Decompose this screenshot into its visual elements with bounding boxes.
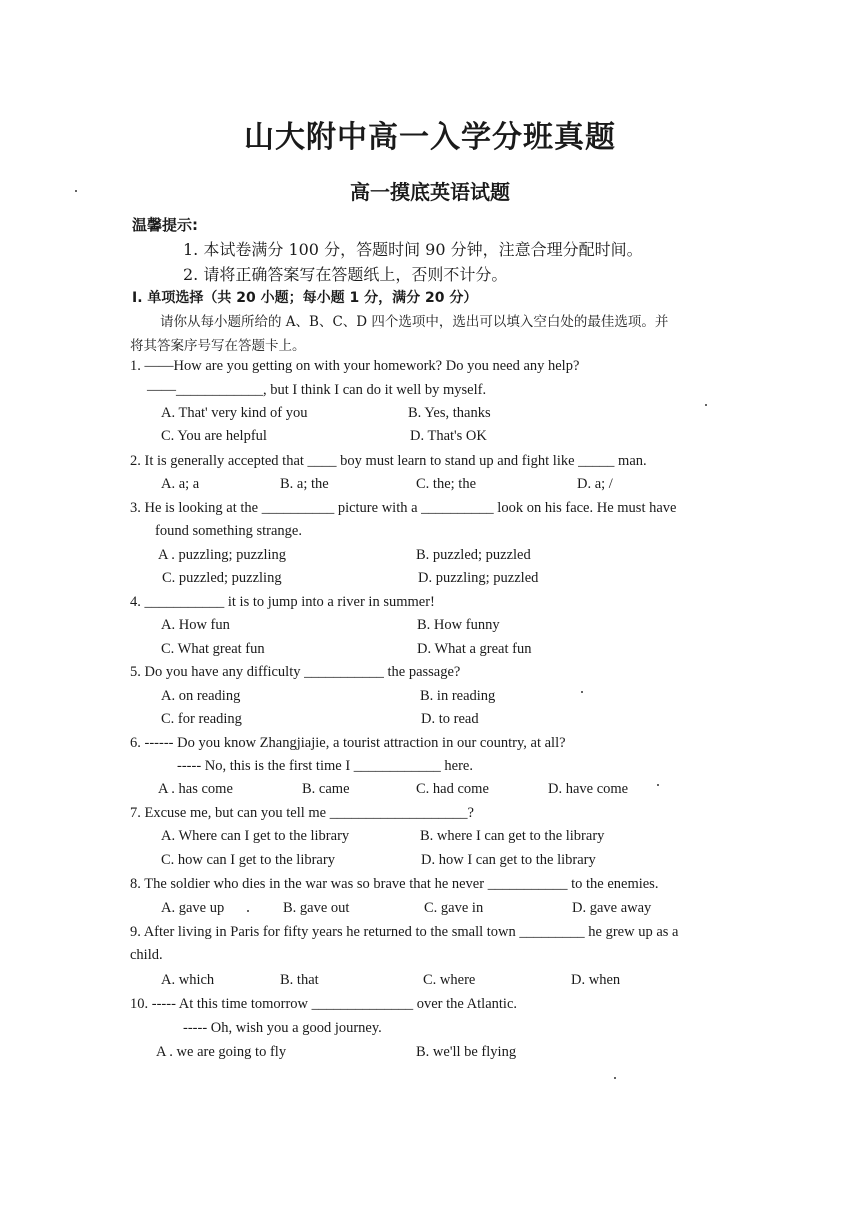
question-5-option-c: C. for reading: [161, 711, 242, 727]
question-3-option-c: C. puzzled; puzzling: [162, 570, 282, 586]
question-7-stem: 7. Excuse me, but can you tell me ___________________?: [130, 805, 474, 821]
question-7-option-c: C. how can I get to the library: [161, 852, 335, 868]
question-6-option-c: C. had come: [416, 781, 489, 797]
question-7-option-d: D. how I can get to the library: [421, 852, 596, 868]
scan-speck: [75, 190, 77, 192]
section-instruction: 将其答案序号写在答题卡上。: [130, 338, 306, 354]
question-5-stem: 5. Do you have any difficulty ___________ the passage?: [130, 664, 461, 680]
question-4-option-c: C. What great fun: [161, 641, 265, 657]
question-8-option-d: D. gave away: [572, 900, 652, 916]
scan-speck: [614, 1077, 616, 1079]
question-10-stem: ----- Oh, wish you a good journey.: [183, 1020, 382, 1036]
question-2-option-b: B. a; the: [280, 476, 329, 492]
question-9-stem: 9. After living in Paris for fifty years he returned to the small town _________ he grew up as a: [130, 924, 679, 940]
question-8-option-c: C. gave in: [424, 900, 484, 916]
question-3-option-d: D. puzzling; puzzled: [418, 570, 539, 586]
question-6-option-b: B. came: [302, 781, 350, 797]
question-1-option-b: B. Yes, thanks: [408, 405, 491, 421]
scan-speck: [657, 784, 659, 786]
question-5-option-b: B. in reading: [420, 688, 496, 704]
question-10-option-b: B. we'll be flying: [416, 1044, 517, 1060]
question-9-option-c: C. where: [423, 972, 476, 988]
question-5-option-d: D. to read: [421, 711, 479, 727]
question-8-option-b: B. gave out: [283, 900, 350, 916]
notice-item: 1. 本试卷满分 100 分，答题时间 90 分钟，注意合理分配时间。: [183, 240, 643, 259]
question-4-option-d: D. What a great fun: [417, 641, 532, 657]
question-4-option-b: B. How funny: [417, 617, 500, 633]
question-1-option-a: A. That' very kind of you: [161, 405, 308, 421]
question-10-option-a: A . we are going to fly: [156, 1044, 287, 1060]
question-6-option-a: A . has come: [158, 781, 233, 797]
scan-speck: [247, 910, 249, 912]
question-6-option-d: D. have come: [548, 781, 629, 797]
question-2-stem: 2. It is generally accepted that ____ boy must learn to stand up and fight like _____ man.: [130, 453, 647, 469]
question-4-option-a: A. How fun: [161, 617, 230, 633]
question-8-stem: 8. The soldier who dies in the war was so brave that he never ___________ to the enemies.: [130, 876, 659, 892]
question-3-stem: 3. He is looking at the __________ picture with a __________ look on his face. He must have: [130, 500, 677, 516]
question-9-option-b: B. that: [280, 972, 319, 988]
page-subtitle: 高一摸底英语试题: [350, 180, 510, 204]
question-6-stem: ----- No, this is the first time I ____________ here.: [177, 758, 473, 774]
question-1-stem: ——____________, but I think I can do it well by myself.: [147, 382, 487, 398]
question-7-option-b: B. where I can get to the library: [420, 828, 605, 844]
question-3-option-b: B. puzzled; puzzled: [416, 547, 531, 563]
section-instruction: 请你从每小题所给的 A、B、C、D 四个选项中，选出可以填入空白处的最佳选项。并: [160, 314, 669, 330]
question-5-option-a: A. on reading: [161, 688, 241, 704]
section-heading: I. 单项选择（共 20 小题；每小题 1 分，满分 20 分）: [132, 290, 478, 306]
question-6-stem: 6. ------ Do you know Zhangjiajie, a tourist attraction in our country, at all?: [130, 735, 566, 751]
scan-speck: [705, 404, 707, 406]
question-8-option-a: A. gave up: [161, 900, 225, 916]
question-3-stem: found something strange.: [155, 523, 302, 539]
notice-heading: 温馨提示:: [132, 216, 198, 234]
question-10-stem: 10. ----- At this time tomorrow ______________ over the Atlantic.: [130, 996, 518, 1012]
question-1-option-c: C. You are helpful: [161, 428, 267, 444]
notice-item: 2. 请将正确答案写在答题纸上，否则不计分。: [183, 265, 508, 284]
question-9-option-d: D. when: [571, 972, 621, 988]
question-7-option-a: A. Where can I get to the library: [161, 828, 350, 844]
question-9-option-a: A. which: [161, 972, 215, 988]
question-9-stem: child.: [130, 947, 163, 963]
question-3-option-a: A . puzzling; puzzling: [158, 547, 287, 563]
question-4-stem: 4. ___________ it is to jump into a river in summer!: [130, 594, 435, 610]
question-1-option-d: D. That's OK: [410, 428, 487, 444]
page-title: 山大附中高一入学分班真题: [244, 120, 616, 155]
question-1-stem: 1. ——How are you getting on with your homework? Do you need any help?: [130, 358, 580, 374]
question-2-option-c: C. the; the: [416, 476, 477, 492]
question-2-option-a: A. a; a: [161, 476, 200, 492]
question-2-option-d: D. a; /: [577, 476, 613, 492]
scan-speck: [581, 691, 583, 693]
